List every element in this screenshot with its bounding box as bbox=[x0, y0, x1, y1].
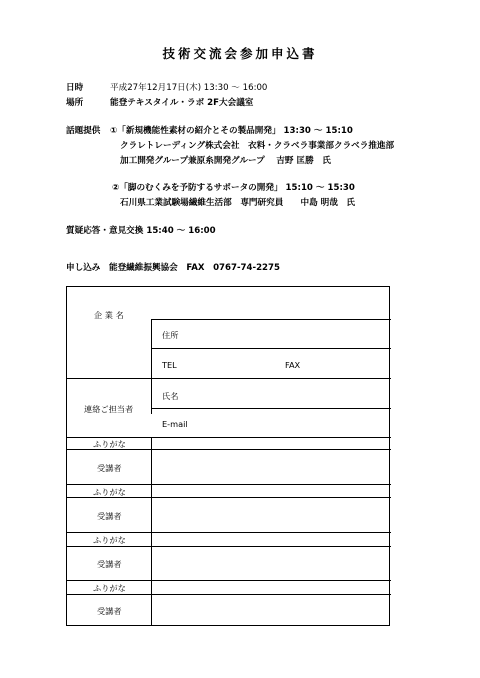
divider bbox=[67, 484, 391, 485]
tel-label: TEL bbox=[162, 360, 177, 370]
place-label: 場所 bbox=[66, 98, 84, 108]
divider bbox=[151, 348, 391, 349]
fax-label: FAX bbox=[285, 360, 301, 370]
date-row bbox=[66, 81, 267, 93]
divider bbox=[151, 408, 391, 409]
contact-label: 連絡ご担当者 bbox=[84, 404, 134, 414]
divider bbox=[67, 580, 391, 581]
qa-line: 質疑応答・意見交換 15:40 ～ 16:00 bbox=[66, 226, 216, 236]
divider bbox=[67, 437, 391, 438]
topic1-org: クラレトレーディング株式会社 衣料・クラベラ事業部クラベラ推進部 bbox=[120, 141, 395, 151]
divider bbox=[67, 546, 391, 547]
topics-row bbox=[66, 124, 353, 136]
divider bbox=[67, 594, 391, 595]
topics-label: 話題提供 bbox=[66, 126, 101, 136]
furigana-label: ふりがな bbox=[93, 487, 126, 497]
attendee-label: 受講者 bbox=[97, 463, 122, 473]
date-label: 日時 bbox=[66, 83, 84, 93]
application-form-table bbox=[66, 286, 390, 626]
attendee-label: 受講者 bbox=[97, 511, 122, 521]
attendee-label: 受講者 bbox=[97, 559, 122, 569]
divider bbox=[67, 532, 391, 533]
divider bbox=[151, 319, 152, 414]
place-row bbox=[66, 96, 253, 108]
address-label: 住所 bbox=[162, 330, 179, 340]
furigana-label: ふりがな bbox=[93, 439, 126, 449]
furigana-label: ふりがな bbox=[93, 583, 126, 593]
name-label: 氏名 bbox=[162, 391, 179, 401]
page-title: 技術交流会参加申込書 bbox=[162, 46, 318, 61]
email-label: E-mail bbox=[162, 419, 188, 429]
company-label: 企 業 名 bbox=[94, 310, 124, 320]
divider bbox=[67, 378, 391, 379]
attendee-label: 受講者 bbox=[97, 606, 122, 616]
place-value: 能登テキスタイル・ラボ 2F大会議室 bbox=[110, 98, 254, 108]
topic2-title: ②「脚のむくみを予防するサポータの開発」 15:10 ～ 15:30 bbox=[112, 183, 355, 193]
furigana-label: ふりがな bbox=[93, 535, 126, 545]
divider bbox=[151, 319, 391, 320]
apply-line: 申し込み 能登繊維振興協会 FAX 0767-74-2275 bbox=[66, 263, 280, 273]
topic2-person: 石川県工業試験場繊維生活部 専門研究員 中島 明哉 氏 bbox=[120, 198, 356, 208]
topic1-title: ①「新規機能性素材の紹介とその製品開発」 13:30 ～ 15:10 bbox=[110, 126, 353, 136]
date-value: 平成27年12月17日(木) 13:30 ～ 16:00 bbox=[110, 83, 268, 93]
topic1-person: 加工開発グループ兼原糸開発グループ 吉野 匡勝 氏 bbox=[120, 156, 331, 166]
